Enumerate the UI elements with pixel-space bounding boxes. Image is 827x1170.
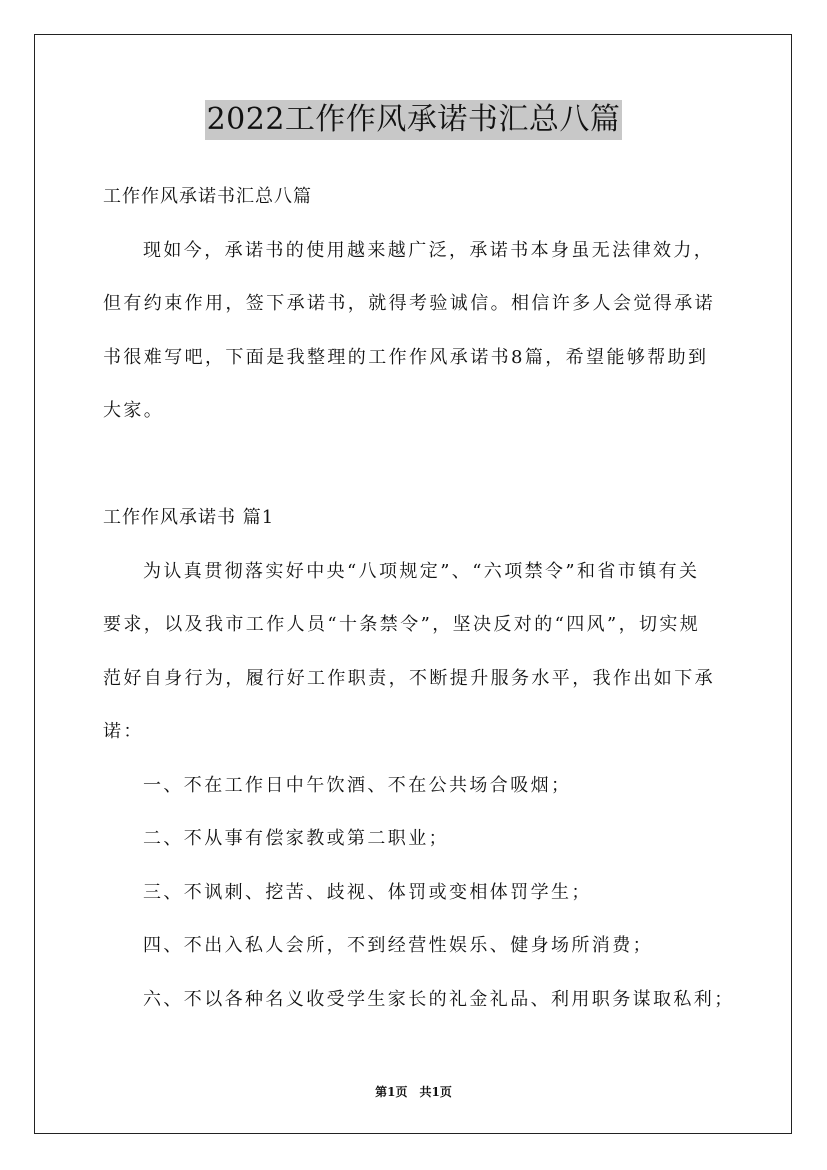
blank-line	[103, 438, 733, 492]
document-body	[103, 170, 733, 1026]
intro-line: 大家。	[103, 400, 165, 421]
commitment-item: 三、不讽刺、挖苦、歧视、体罚或变相体罚学生；	[143, 881, 592, 903]
commitment-item: 四、不出入私人会所，不到经营性娱乐、健身场所消费；	[143, 935, 653, 956]
commitment-list	[103, 759, 733, 1027]
document-title: 2022工作作风承诺书汇总八篇	[205, 100, 623, 140]
intro-line: 现如今，承诺书的使用越来越广泛，承诺书本身虽无法律效力，	[143, 239, 715, 261]
section-line: 范好自身行为，履行好工作职责，不断提升服务水平，我作出如下承	[103, 667, 715, 689]
intro-line: 但有约束作用，签下承诺书，就得考验诚信。相信许多人会觉得承诺	[103, 293, 715, 314]
intro-paragraph	[103, 224, 733, 438]
section-line: 要求，以及我市工作人员“十条禁令”，坚决反对的“四风”，切实规	[103, 614, 701, 635]
page-footer: 第1页 共1页	[375, 1085, 452, 1099]
section-line: 为认真贯彻落实好中央“八项规定”、“六项禁令”和省市镇有关	[143, 560, 700, 582]
commitment-item: 六、不以各种名义收受学生家长的礼金礼品、利用职务谋取私利；	[143, 988, 735, 1010]
commitment-item: 二、不从事有偿家教或第二职业；	[143, 828, 449, 849]
section-line: 诺：	[103, 721, 144, 742]
section-heading: 工作作风承诺书 篇1	[103, 507, 275, 528]
title-wrapper	[0, 100, 827, 140]
commitment-item: 一、不在工作日中午饮酒、不在公共场合吸烟；	[143, 774, 572, 796]
document-subtitle: 工作作风承诺书汇总八篇	[103, 186, 312, 207]
section-paragraph	[103, 545, 733, 759]
intro-line: 书很难写吧，下面是我整理的工作作风承诺书8篇，希望能够帮助到	[103, 346, 709, 368]
